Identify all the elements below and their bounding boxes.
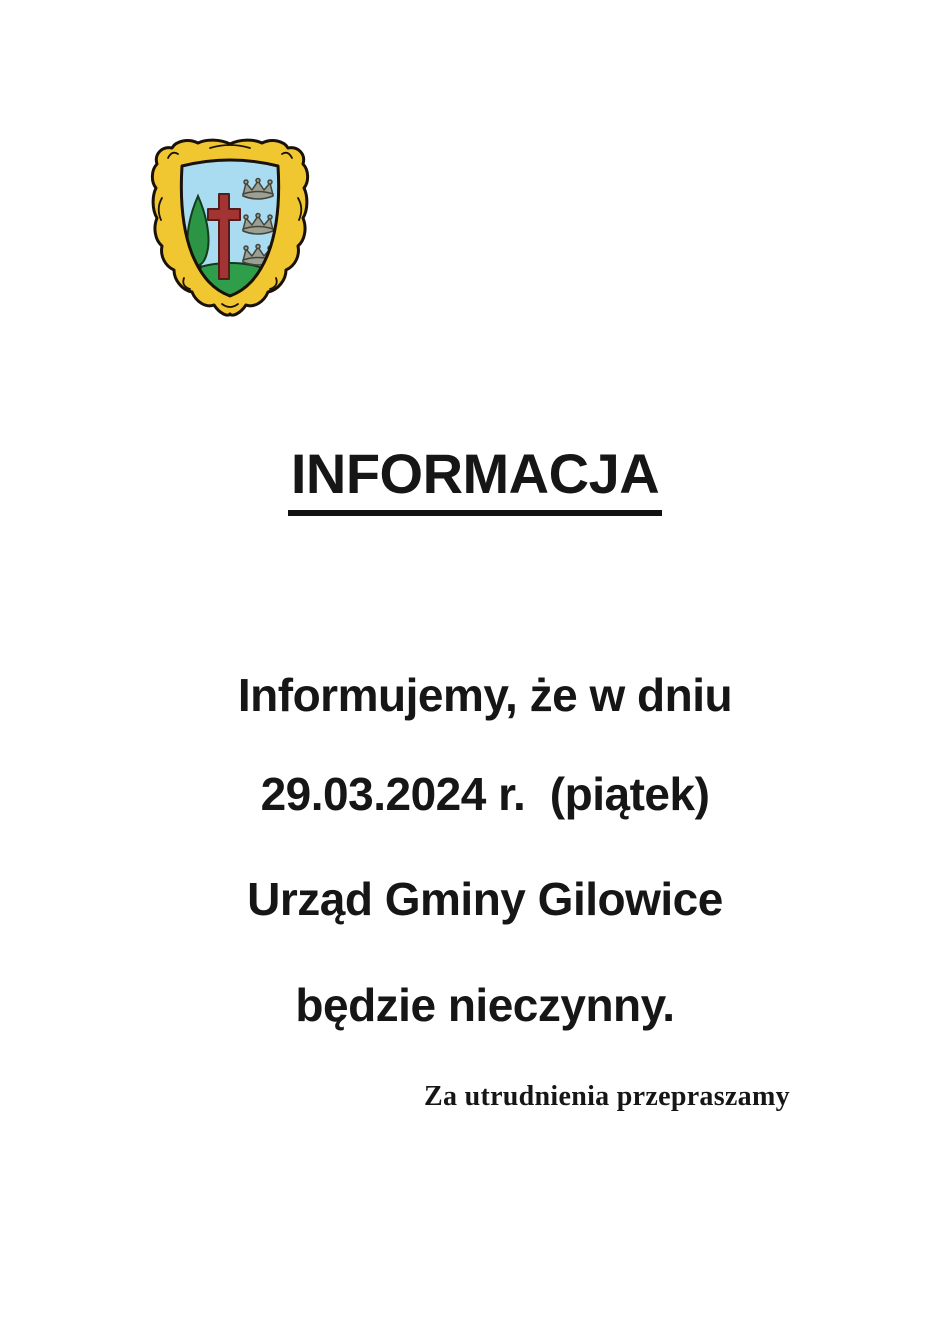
notice-line-intro: Informujemy, że w dniu (237, 669, 733, 721)
coa-crown-middle (243, 214, 273, 235)
notice-title (0, 441, 950, 516)
notice-title-text: INFORMACJA (288, 441, 662, 516)
notice-line-date: 29.03.2024 r. (piątek) (260, 768, 710, 820)
gilowice-coat-of-arms-icon (148, 138, 312, 320)
notice-line-office: Urząd Gminy Gilowice (247, 873, 723, 925)
notice-line-closed: będzie nieczynny. (295, 979, 675, 1031)
notice-footer-apology: Za utrudnienia przepraszamy (424, 1081, 790, 1112)
coa-crown-top (243, 179, 273, 200)
